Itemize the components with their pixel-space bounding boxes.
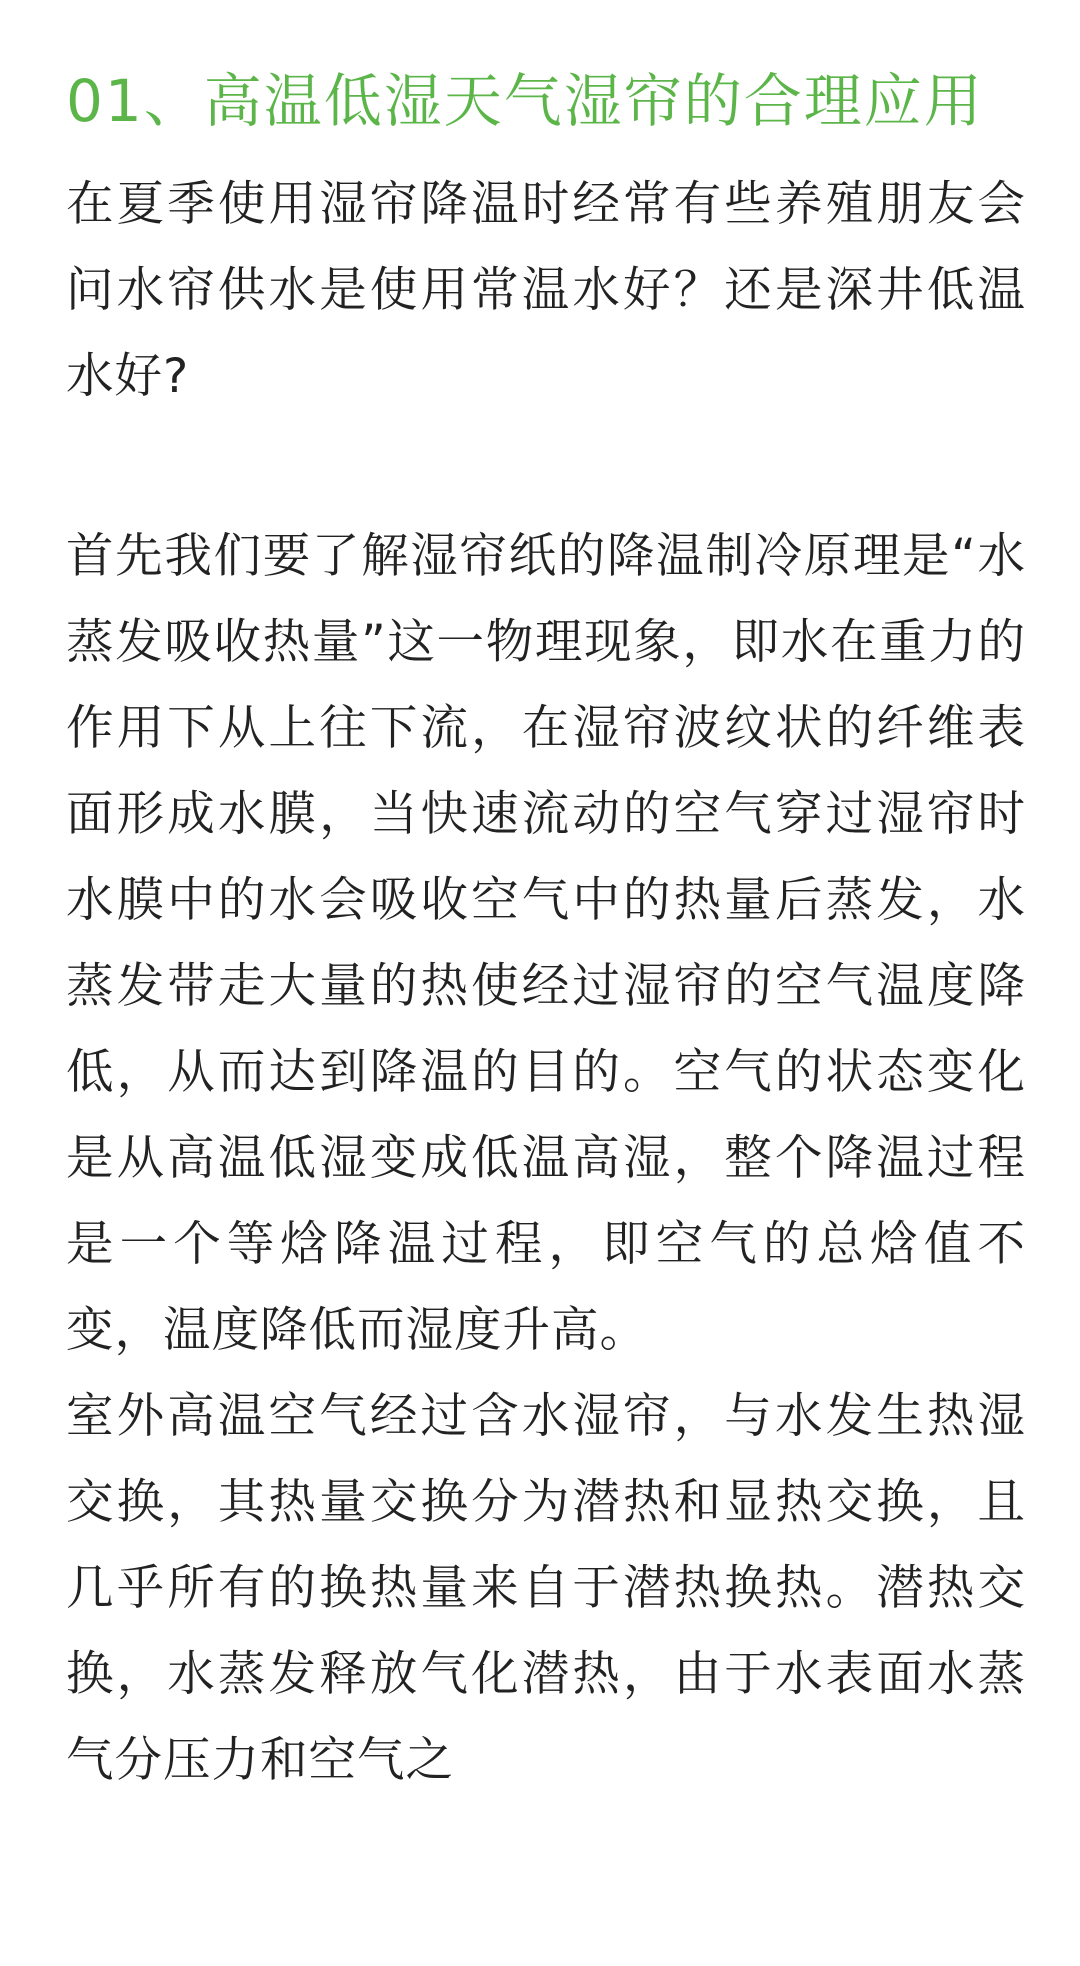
paragraph-heat-exchange: 室外高温空气经过含水湿帘，与水发生热湿交换，其热量交换分为潜热和显热交换，且几乎所有的换热量来自于潜热换热。潜热交换，水蒸发释放气化潜热，由于水表面水蒸气分压力和空气之 — [66, 1389, 1026, 1788]
paragraph-principle: 首先我们要了解湿帘纸的降温制冷原理是“水蒸发吸收热量”这一物理现象，即水在重力的作用下从上往下流，在湿帘波纹状的纤维表面形成水膜，当快速流动的空气穿过湿帘时水膜中的水会吸收空气中的热量后蒸发，水蒸发带走大量的热使经过湿帘的空气温度降低，从而达到降温的目的。空气的状态变化是从高温低湿变成低温高湿，整个降温过程是一个等焓降温过程，即空气的总焓值不变，温度降低而湿度升高。 — [66, 529, 1026, 1358]
section-heading: 01、高温低湿天气湿帘的合理应用 — [66, 67, 984, 135]
article-body — [66, 58, 1026, 1804]
paragraph-question: 在夏季使用湿帘降温时经常有些养殖朋友会问水帘供水是使用常温水好？还是深井低温水好? — [66, 177, 1026, 404]
paragraph-spacer — [66, 420, 1026, 506]
